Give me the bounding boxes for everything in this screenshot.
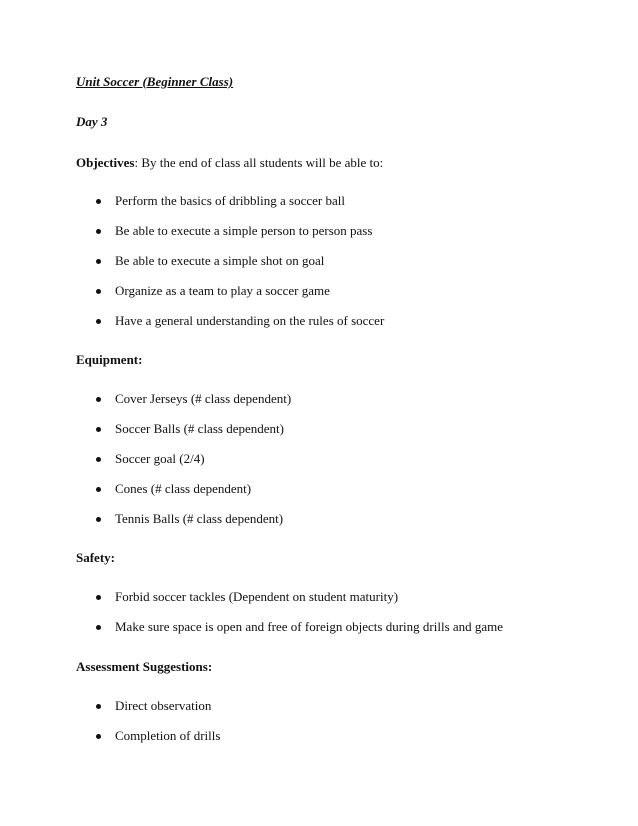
objectives-line xyxy=(76,155,383,171)
list-item-text: Soccer Balls (# class dependent) xyxy=(115,421,284,436)
list-item xyxy=(96,313,384,329)
assessment-heading: Assessment Suggestions: xyxy=(76,659,213,674)
list-item-text: Organize as a team to play a soccer game xyxy=(115,283,330,298)
list-item-text: Cover Jerseys (# class dependent) xyxy=(115,391,292,406)
list-item xyxy=(96,511,283,527)
list-item xyxy=(96,391,291,407)
list-item xyxy=(96,253,324,269)
list-item xyxy=(96,698,211,714)
bullet-icon xyxy=(96,229,101,234)
bullet-icon xyxy=(96,427,101,432)
objectives-intro: : By the end of class all students will be able to: xyxy=(134,155,384,170)
list-item-text: Cones (# class dependent) xyxy=(115,481,252,496)
list-item xyxy=(96,193,345,209)
list-item-text: Make sure space is open and free of foreign objects during drills and game xyxy=(115,619,504,634)
list-item xyxy=(96,283,330,299)
bullet-icon xyxy=(96,199,101,204)
list-item xyxy=(96,421,284,437)
bullet-icon xyxy=(96,625,101,630)
bullet-icon xyxy=(96,595,101,600)
bullet-icon xyxy=(96,487,101,492)
list-item xyxy=(96,451,205,467)
objectives-label: Objectives xyxy=(76,155,135,170)
document-title: Unit Soccer (Beginner Class) xyxy=(76,74,234,89)
list-item xyxy=(96,481,251,497)
safety-heading: Safety: xyxy=(76,550,115,565)
list-item-text: Be able to execute a simple person to person pass xyxy=(115,223,373,238)
list-item xyxy=(96,728,220,744)
bullet-icon xyxy=(96,319,101,324)
list-item xyxy=(96,589,398,605)
bullet-icon xyxy=(96,517,101,522)
bullet-icon xyxy=(96,734,101,739)
list-item-text: Have a general understanding on the rules of soccer xyxy=(115,313,385,328)
list-item-text: Be able to execute a simple shot on goal xyxy=(115,253,325,268)
bullet-icon xyxy=(96,704,101,709)
list-item-text: Soccer goal (2/4) xyxy=(115,451,205,466)
list-item-text: Completion of drills xyxy=(115,728,221,743)
list-item-text: Forbid soccer tackles (Dependent on student maturity) xyxy=(115,589,399,604)
list-item xyxy=(96,619,503,635)
bullet-icon xyxy=(96,259,101,264)
list-item-text: Tennis Balls (# class dependent) xyxy=(115,511,284,526)
list-item xyxy=(96,223,372,239)
list-item-text: Perform the basics of dribbling a soccer ball xyxy=(115,193,345,208)
bullet-icon xyxy=(96,457,101,462)
equipment-heading: Equipment: xyxy=(76,352,143,367)
bullet-icon xyxy=(96,397,101,402)
list-item-text: Direct observation xyxy=(115,698,212,713)
day-label: Day 3 xyxy=(76,114,108,129)
bullet-icon xyxy=(96,289,101,294)
